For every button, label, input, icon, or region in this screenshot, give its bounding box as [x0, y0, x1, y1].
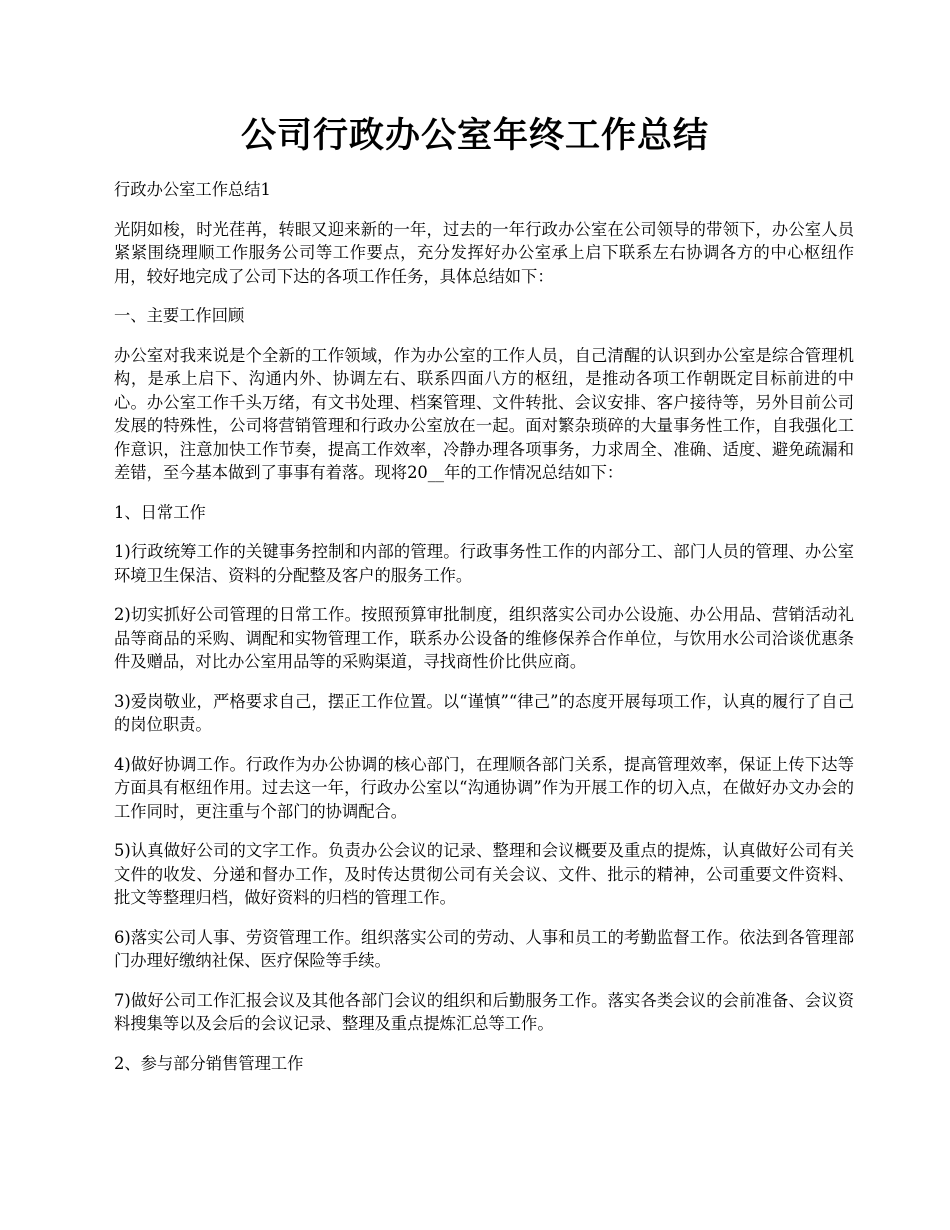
list-item: 6)落实公司人事、劳资管理工作。组织落实公司的劳动、人事和员工的考勤监督工作。依法到各管理部门办理好缴纳社保、医疗保险等手续。: [114, 927, 854, 970]
section-heading: 一、主要工作回顾: [114, 306, 245, 325]
list-item: 4)做好协调工作。行政作为办公协调的核心部门，在理顺各部门关系，提高管理效率，保证上传下达等方面具有枢纽作用。过去这一年，行政办公室以“沟通协调”作为开展工作的切入点，在做好办文办会的工作同时，更注重与个部门的协调配合。: [114, 754, 854, 821]
section-paragraph: 办公室对我来说是个全新的工作领域，作为办公室的工作人员，自己清醒的认识到办公室是综合管理机构，是承上启下、沟通内外、协调左右、联系四面八方的枢纽，是推动各项工作朝既定目标前进的中心。办公室工作千头万绪，有文书处理、档案管理、文件转批、会议安排、客户接待等，另外目前公司发展的特殊性，公司将营销管理和行政办公室放在一起。面对繁杂琐碎的大量事务性工作，自我强化工作意识，注意加快工作节奏，提高工作效率，冷静办理各项事务，力求周全、准确、适度、避免疏漏和差错，至今基本做到了事事有着落。现将20__年的工作情况总结如下：: [114, 345, 854, 482]
list-item: 7)做好公司工作汇报会议及其他各部门会议的组织和后勤服务工作。落实各类会议的会前准备、会议资料搜集等以及会后的会议记录、整理及重点提炼汇总等工作。: [114, 990, 854, 1033]
list-item: 2)切实抓好公司管理的日常工作。按照预算审批制度，组织落实公司办公设施、办公用品、营销活动礼品等商品的采购、调配和实物管理工作，联系办公设备的维修保养合作单位，与饮用水公司洽谈优惠条件及赠品，对比办公室用品等的采购渠道，寻找商性价比供应商。: [114, 605, 854, 671]
subsection-heading: 2、参与部分销售管理工作: [114, 1053, 304, 1073]
document-body: [114, 178, 854, 1091]
list-item: 5)认真做好公司的文字工作。负责办公会议的记录、整理和会议概要及重点的提炼，认真做好公司有关文件的收发、分递和督办工作，及时传达贯彻公司有关会议、文件、批示的精神，公司重要文件资料、批文等整理归档，做好资料的归档的管理工作。: [114, 841, 854, 907]
document-subtitle: 行政办公室工作总结1: [114, 180, 271, 199]
document-title: 公司行政办公室年终工作总结: [240, 115, 709, 156]
subsection-heading: 1、日常工作: [114, 502, 206, 522]
list-item: 3)爱岗敬业，严格要求自己，摆正工作位置。以“谨慎”“律己”的态度开展每项工作，认真的履行了自己的岗位职责。: [114, 691, 854, 734]
intro-paragraph: 光阴如梭，时光荏苒，转眼又迎来新的一年，过去的一年行政办公室在公司领导的带领下，办公室人员紧紧围绕理顺工作服务公司等工作要点，充分发挥好办公室承上启下联系左右协调各方的中心枢纽作用，较好地完成了公司下达的各项工作任务，具体总结如下：: [114, 219, 854, 286]
list-item: 1)行政统筹工作的关键事务控制和内部的管理。行政事务性工作的内部分工、部门人员的管理、办公室环境卫生保洁、资料的分配整及客户的服务工作。: [114, 542, 854, 585]
